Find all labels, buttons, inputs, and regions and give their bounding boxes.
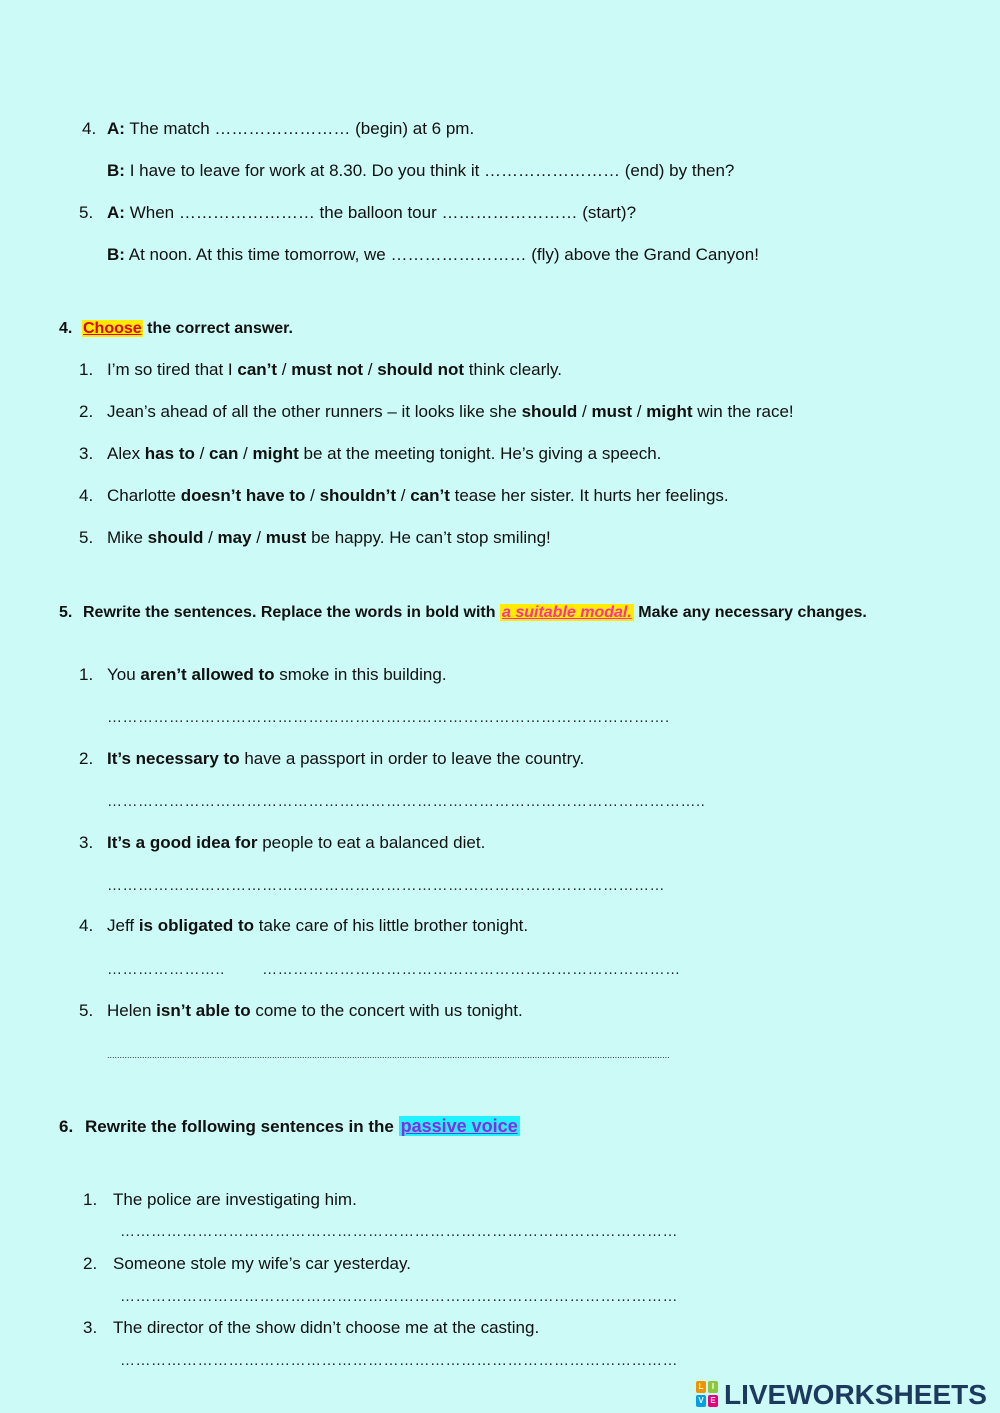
ex3-q4-b-text: I have to leave for work at 8.30. Do you think it …………………… (end) by then? [129,161,735,180]
ex6-highlight: passive voice [400,1116,518,1136]
option[interactable]: should [521,402,578,421]
item-text: win the race! [692,402,794,421]
bold-phrase: It’s necessary to [107,749,240,768]
item-number: 3. [83,1318,98,1337]
ex3-q5-a [79,203,636,223]
separator: / [238,444,253,463]
bold-phrase: isn’t able to [156,1001,251,1020]
ex6-item [83,1318,539,1338]
item-text: The police are investigating him. [113,1190,357,1209]
item-text: Jeff [107,916,139,935]
option[interactable]: shouldn’t [319,486,397,505]
ex5-heading-text: Rewrite the sentences. Replace the words in bold with [83,604,496,621]
ex4-item [79,444,661,464]
ex5-heading-text-after: Make any necessary changes. [638,604,867,621]
logo-mark-icon [696,1381,720,1409]
separator: / [305,486,320,505]
separator: / [396,486,411,505]
speaker-label: B: [107,161,125,180]
option[interactable]: must not [291,360,364,379]
bold-phrase: is obligated to [138,916,255,935]
item-text: people to eat a balanced diet. [257,833,486,852]
logo-text: LIVEWORKSHEETS [724,1379,987,1410]
ex5-item [79,916,528,936]
item-number: 2. [79,749,94,768]
ex4-item [79,486,729,506]
option[interactable]: can [209,444,239,463]
option[interactable]: may [217,528,252,547]
liveworksheets-logo [696,1378,987,1412]
answer-line[interactable]: ……………………………………………………………………………………………… [120,1352,678,1369]
answer-line[interactable]: ……………………………………………………………………………………………… [107,877,665,894]
item-text: You [107,665,141,684]
ex3-q5-a-text: When …………………… the balloon tour …………………… (start)? [129,203,637,222]
ex5-number: 5. [59,604,73,621]
ex4-item [79,528,551,548]
item-text: be at the meeting tonight. He’s giving a speech. [298,444,662,463]
ex5-item [79,1001,523,1021]
ex5-item [79,749,584,769]
item-text: I’m so tired that I [107,360,238,379]
item-text: tease her sister. It hurts her feelings. [449,486,729,505]
item-text: Helen [107,1001,157,1020]
item-number: 5. [79,528,94,547]
item-text: The director of the show didn’t choose me at the casting. [113,1318,540,1337]
answer-line[interactable]: …………………………………………………………………………………………………….. [107,793,706,810]
option[interactable]: might [252,444,299,463]
bold-phrase: aren’t allowed to [140,665,275,684]
option[interactable]: doesn’t have to [180,486,306,505]
ex5-highlight: a suitable modal. [501,604,632,621]
option[interactable]: should not [377,360,465,379]
separator: / [277,360,292,379]
logo-letter: I [708,1381,718,1393]
item-text: have a passport in order to leave the country. [239,749,585,768]
answer-line[interactable]: ………………………………………………………………………………………………. [107,709,670,726]
ex3-q4-number: 4. [82,119,97,138]
option[interactable]: can’t [237,360,278,379]
item-number: 3. [79,444,94,463]
answer-line[interactable]: ................................................................................................................................................................................................................................. [107,1050,670,1060]
item-number: 1. [83,1190,98,1209]
ex4-item [79,360,562,380]
speaker-label: A: [107,119,125,138]
option[interactable]: must [591,402,633,421]
ex4-heading-text: the correct answer. [147,320,293,337]
ex3-q5-number: 5. [79,203,94,222]
item-number: 1. [79,665,94,684]
item-text: Charlotte [107,486,181,505]
item-number: 3. [79,833,94,852]
item-number: 2. [83,1254,98,1273]
separator: / [251,528,266,547]
ex6-heading-text: Rewrite the following sentences in the [85,1117,394,1136]
ex6-item [83,1254,411,1274]
ex4-heading [59,319,293,339]
speaker-label: B: [107,245,125,264]
option[interactable]: has to [144,444,195,463]
speaker-label: A: [107,203,125,222]
ex5-item [79,833,485,853]
ex3-q4-a [82,119,474,139]
ex6-item [83,1190,357,1210]
item-text: smoke in this building. [274,665,447,684]
separator: / [577,402,592,421]
item-text: Someone stole my wife’s car yesterday. [113,1254,411,1273]
logo-letter: E [708,1395,718,1407]
logo-letter: L [696,1381,706,1393]
option[interactable]: might [646,402,693,421]
separator: / [203,528,218,547]
item-number: 1. [79,360,94,379]
bold-phrase: It’s a good idea for [107,833,258,852]
item-number: 2. [79,402,94,421]
item-text: be happy. He can’t stop smiling! [306,528,551,547]
answer-line[interactable]: ………………….. ……………………………………………………………………… [107,961,681,978]
item-text: Mike [107,528,148,547]
item-text: think clearly. [464,360,563,379]
ex4-number: 4. [59,320,73,337]
item-text: Alex [107,444,145,463]
answer-line[interactable]: ……………………………………………………………………………………………… [120,1223,678,1240]
ex3-q5-b-text: At noon. At this time tomorrow, we …………………… (fly) above the Grand Canyon! [128,245,759,264]
separator: / [194,444,210,463]
item-number: 4. [79,916,94,935]
answer-line[interactable]: ……………………………………………………………………………………………… [120,1288,678,1305]
ex3-q5-b [107,245,759,265]
ex4-item [79,402,794,422]
option[interactable]: must [265,528,307,547]
separator: / [632,402,647,421]
option[interactable]: can’t [410,486,450,505]
ex5-heading [59,603,867,623]
ex4-highlight: Choose [83,320,142,337]
ex5-item [79,665,447,685]
item-number: 5. [79,1001,94,1020]
ex3-q4-b [107,161,734,181]
separator: / [363,360,378,379]
item-number: 4. [79,486,94,505]
item-text: come to the concert with us tonight. [250,1001,523,1020]
item-text: take care of his little brother tonight. [254,916,529,935]
ex6-heading [59,1116,520,1137]
ex3-q4-a-text: The match …………………… (begin) at 6 pm. [129,119,475,138]
item-text: Jean’s ahead of all the other runners – it looks like she [107,402,522,421]
logo-letter: V [696,1395,706,1407]
option[interactable]: should [147,528,204,547]
ex6-number: 6. [59,1117,74,1136]
